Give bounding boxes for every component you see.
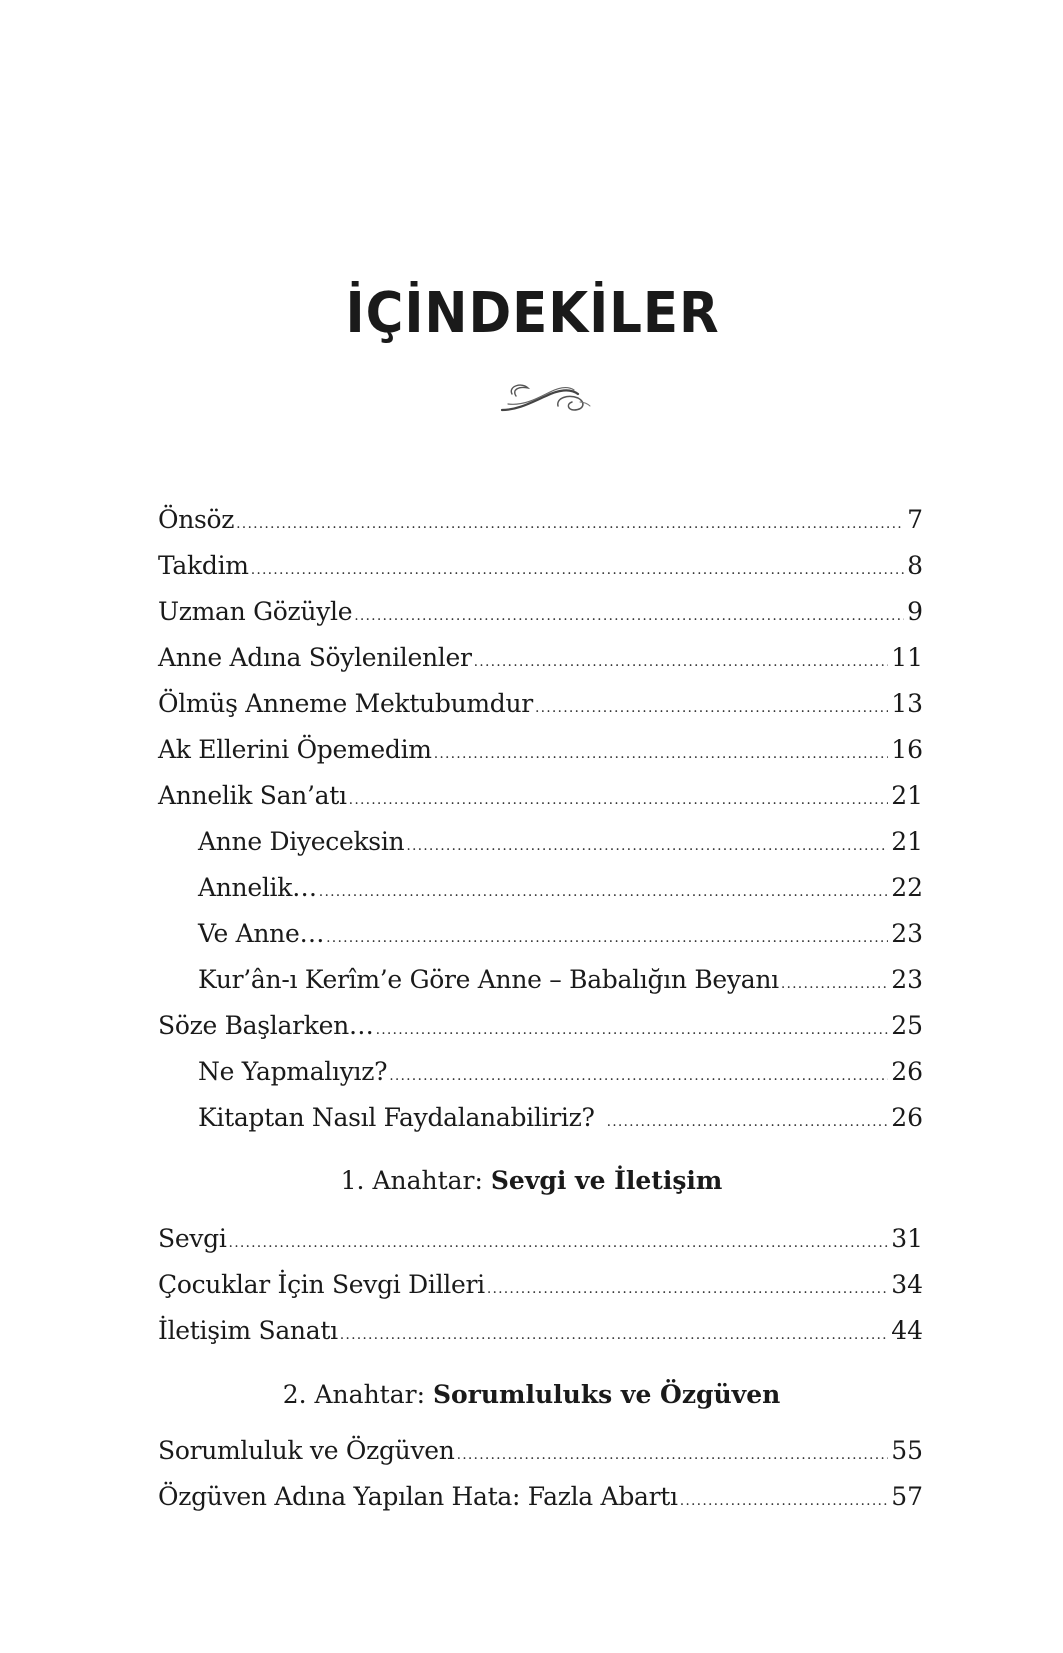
- dot-leader: [354, 598, 904, 634]
- dot-leader: [535, 690, 888, 726]
- toc-entry[interactable]: [158, 686, 923, 722]
- toc-entry-page: 44: [891, 1316, 923, 1345]
- page-title: İÇİNDEKİLER: [345, 281, 720, 346]
- toc-entry-label: Sevgi: [158, 1224, 227, 1253]
- toc-entry-label: İletişim Sanatı: [158, 1316, 338, 1345]
- toc-entry-label: Anne Adına Söylenilenler: [158, 643, 472, 672]
- toc-entry[interactable]: [158, 1313, 923, 1349]
- toc-entry-label: Takdim: [158, 551, 249, 580]
- toc-entry-label: Ne Yapmalıyız?: [198, 1057, 388, 1086]
- toc-entry-page: 13: [891, 689, 923, 718]
- section-title: Sorumluluks ve Özgüven: [432, 1380, 781, 1409]
- toc-entry[interactable]: [158, 732, 923, 768]
- toc-entry-page: 25: [891, 1011, 923, 1040]
- dot-leader: [457, 1437, 889, 1473]
- toc-entry-label: Annelik San’atı: [158, 781, 347, 810]
- toc-entry[interactable]: [158, 778, 923, 814]
- toc-entry-page: 9: [907, 597, 923, 626]
- toc-entry-page: 26: [891, 1103, 923, 1132]
- toc-entry-label: Önsöz: [158, 505, 235, 534]
- toc-entry-page: 55: [891, 1436, 923, 1465]
- toc-entry-page: 31: [891, 1224, 923, 1253]
- dot-leader: [326, 920, 888, 956]
- toc-entry[interactable]: [158, 548, 923, 584]
- toc-entry[interactable]: [158, 1221, 923, 1257]
- dot-leader: [340, 1317, 888, 1353]
- dot-leader: [607, 1104, 889, 1140]
- section-heading-1: [0, 1163, 1063, 1199]
- dot-leader: [781, 966, 888, 1002]
- dot-leader: [434, 736, 889, 772]
- toc-entry[interactable]: [158, 1433, 923, 1469]
- toc-entry-label: Anne Diyeceksin: [198, 827, 405, 856]
- toc-entry-label: Sorumluluk ve Özgüven: [158, 1436, 455, 1465]
- section-heading-2: [0, 1377, 1063, 1413]
- toc-entry[interactable]: [158, 1008, 923, 1044]
- toc-entry[interactable]: [158, 594, 923, 630]
- toc-entry-label: Kitaptan Nasıl Faydalanabiliriz?: [198, 1103, 595, 1132]
- dot-leader: [389, 1058, 888, 1094]
- toc-entry-page: 57: [891, 1482, 923, 1511]
- toc-entry-label: Uzman Gözüyle: [158, 597, 353, 626]
- toc-entry-page: 11: [891, 643, 923, 672]
- toc-entry-label: Ölmüş Anneme Mektubumdur: [158, 689, 533, 718]
- dot-leader: [251, 552, 904, 588]
- dot-leader: [487, 1271, 888, 1307]
- dot-leader: [406, 828, 888, 864]
- dot-leader: [474, 644, 889, 680]
- toc-subentry[interactable]: [198, 916, 923, 952]
- section-prefix: 1. Anahtar:: [340, 1166, 491, 1195]
- toc-entry-label: Ve Anne…: [198, 919, 325, 948]
- dot-leader: [236, 506, 904, 542]
- toc-entry-label: Söze Başlarken…: [158, 1011, 374, 1040]
- toc-entry-page: 21: [891, 827, 923, 856]
- toc-entry-label: Ak Ellerini Öpemedim: [158, 735, 432, 764]
- toc-entry-label: Özgüven Adına Yapılan Hata: Fazla Abartı: [158, 1482, 678, 1511]
- toc-entry[interactable]: [158, 640, 923, 676]
- toc-subentry[interactable]: [198, 1054, 923, 1090]
- dot-leader: [376, 1012, 889, 1048]
- dot-leader: [229, 1225, 889, 1261]
- toc-entry-page: 34: [891, 1270, 923, 1299]
- section-prefix: 2. Anahtar:: [282, 1380, 433, 1409]
- toc-subentry[interactable]: [198, 870, 923, 906]
- toc-entry-page: 8: [907, 551, 923, 580]
- dot-leader: [349, 782, 889, 818]
- toc-entry-page: 16: [891, 735, 923, 764]
- flourish-ornament-icon: [498, 380, 594, 416]
- toc-entry-label: Kur’ân-ı Kerîm’e Göre Anne – Babalığın Beyanı: [198, 965, 779, 994]
- dot-leader: [319, 874, 888, 910]
- toc-entry-page: 23: [891, 919, 923, 948]
- toc-entry-page: 26: [891, 1057, 923, 1086]
- toc-entry-label: Çocuklar İçin Sevgi Dilleri: [158, 1270, 485, 1299]
- toc-entry-page: 21: [891, 781, 923, 810]
- toc-entry-page: 23: [891, 965, 923, 994]
- dot-leader: [680, 1483, 888, 1519]
- toc-entry[interactable]: [158, 1479, 923, 1515]
- section-title: Sevgi ve İletişim: [490, 1166, 723, 1195]
- toc-subentry[interactable]: [198, 962, 923, 998]
- toc-entry-page: 7: [907, 505, 923, 534]
- toc-entry-page: 22: [891, 873, 923, 902]
- toc-entry-label: Annelik…: [198, 873, 317, 902]
- toc-subentry[interactable]: [198, 824, 923, 860]
- toc-subentry[interactable]: [198, 1100, 923, 1136]
- toc-entry[interactable]: [158, 1267, 923, 1303]
- toc-entry[interactable]: [158, 502, 923, 538]
